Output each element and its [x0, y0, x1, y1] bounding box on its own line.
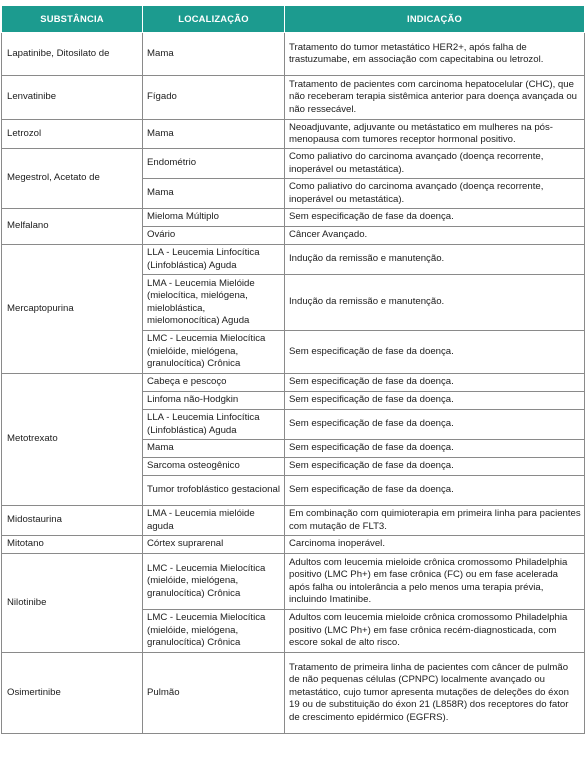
table-row — [2, 653, 585, 734]
table-row — [2, 506, 585, 536]
indication-cell: Como paliativo do carcinoma avançado (doença recorrente, inoperável ou metastática). — [285, 149, 585, 179]
table-row — [2, 33, 585, 76]
substance-cell: Melfalano — [2, 209, 143, 245]
table-row — [2, 149, 585, 179]
indication-cell: Câncer Avançado. — [285, 227, 585, 245]
location-cell: LLA - Leucemia Linfocítica (Linfoblástica) Aguda — [143, 410, 285, 440]
indication-cell: Indução da remissão e manutenção. — [285, 245, 585, 275]
indication-cell: Tratamento de pacientes com carcinoma hepatocelular (CHC), que não receberam terapia sistêmica anterior para doença avançada ou não ressecável. — [285, 76, 585, 120]
table-row — [2, 76, 585, 120]
indication-cell: Tratamento de primeira linha de pacientes com câncer de pulmão de não pequenas células (CPNPC) localmente avançado ou metastático, cujo tumor apresenta mutações de deleções do éxon 19 ou de substituição do éxon 21 (L858R) dos receptores do fator de crescimento epidérmico (EGFRS). — [285, 653, 585, 734]
location-cell: Linfoma não-Hodgkin — [143, 392, 285, 410]
substance-cell: Mitotano — [2, 536, 143, 554]
header-substancia: SUBSTÂNCIA — [2, 6, 143, 33]
location-cell: Mama — [143, 33, 285, 76]
substance-cell: Metotrexato — [2, 374, 143, 506]
indication-cell: Sem especificação de fase da doença. — [285, 440, 585, 458]
indication-cell: Sem especificação de fase da doença. — [285, 410, 585, 440]
table-row — [2, 374, 585, 392]
location-cell: Mama — [143, 179, 285, 209]
table-row — [2, 536, 585, 554]
substance-cell: Lapatinibe, Ditosilato de — [2, 33, 143, 76]
header-row — [2, 6, 585, 33]
drug-indication-table — [1, 5, 585, 734]
substance-cell: Mercaptopurina — [2, 245, 143, 374]
indication-cell: Sem especificação de fase da doença. — [285, 476, 585, 506]
location-cell: LMA - Leucemia Mielóide (mielocítica, mielógena, mieloblástica, mielomonocítica) Aguda — [143, 275, 285, 331]
substance-cell: Letrozol — [2, 120, 143, 149]
location-cell: Tumor trofoblástico gestacional — [143, 476, 285, 506]
location-cell: Mieloma Múltiplo — [143, 209, 285, 227]
indication-cell: Sem especificação de fase da doença. — [285, 392, 585, 410]
location-cell: LMC - Leucemia Mielocítica (mielóide, mielógena, granulocítica) Crônica — [143, 610, 285, 653]
location-cell: LMC - Leucemia Mielocítica (mielóide, mielógena, granulocítica) Crônica — [143, 331, 285, 374]
indication-cell: Como paliativo do carcinoma avançado (doença recorrente, inoperável ou metastática). — [285, 179, 585, 209]
indication-cell: Neoadjuvante, adjuvante ou metástatico em mulheres na pós-menopausa com tumores receptor hormonal positivo. — [285, 120, 585, 149]
location-cell: Córtex suprarenal — [143, 536, 285, 554]
indication-cell: Adultos com leucemia mieloide crônica cromossomo Philadelphia positivo (LMC Ph+) em fase crônica (FC) ou em fase acelerada após falha ou intolerância a pelo menos uma terapia prévia, incluindo Imatinibe. — [285, 554, 585, 610]
location-cell: LMC - Leucemia Mielocítica (mielóide, mielógena, granulocítica) Crônica — [143, 554, 285, 610]
indication-cell: Indução da remissão e manutenção. — [285, 275, 585, 331]
substance-cell: Megestrol, Acetato de — [2, 149, 143, 209]
location-cell: LLA - Leucemia Linfocítica (Linfoblástica) Aguda — [143, 245, 285, 275]
indication-cell: Em combinação com quimioterapia em primeira linha para pacientes com mutação de FLT3. — [285, 506, 585, 536]
substance-cell: Osimertinibe — [2, 653, 143, 734]
substance-cell: Nilotinibe — [2, 554, 143, 653]
indication-cell: Sem especificação de fase da doença. — [285, 209, 585, 227]
location-cell: Endométrio — [143, 149, 285, 179]
location-cell: Mama — [143, 440, 285, 458]
location-cell: Pulmão — [143, 653, 285, 734]
indication-cell: Sem especificação de fase da doença. — [285, 458, 585, 476]
table-row — [2, 554, 585, 610]
indication-cell: Carcinoma inoperável. — [285, 536, 585, 554]
location-cell: Fígado — [143, 76, 285, 120]
location-cell: Mama — [143, 120, 285, 149]
table-row — [2, 245, 585, 275]
indication-cell: Sem especificação de fase da doença. — [285, 374, 585, 392]
location-cell: Ovário — [143, 227, 285, 245]
indication-cell: Sem especificação de fase da doença. — [285, 331, 585, 374]
location-cell: Sarcoma osteogênico — [143, 458, 285, 476]
table-row — [2, 209, 585, 227]
indication-cell: Tratamento do tumor metastático HER2+, após falha de trastuzumabe, em associação com capecitabina ou letrozol. — [285, 33, 585, 76]
location-cell: LMA - Leucemia mielóide aguda — [143, 506, 285, 536]
location-cell: Cabeça e pescoço — [143, 374, 285, 392]
substance-cell: Lenvatinibe — [2, 76, 143, 120]
header-localizacao: LOCALIZAÇÃO — [143, 6, 285, 33]
substance-cell: Midostaurina — [2, 506, 143, 536]
table-row — [2, 120, 585, 149]
header-indicacao: INDICAÇÃO — [285, 6, 585, 33]
indication-cell: Adultos com leucemia mieloide crônica cromossomo Philadelphia positivo (LMC Ph+) em fase crônica recém-diagnosticada, com escore sokal de alto risco. — [285, 610, 585, 653]
